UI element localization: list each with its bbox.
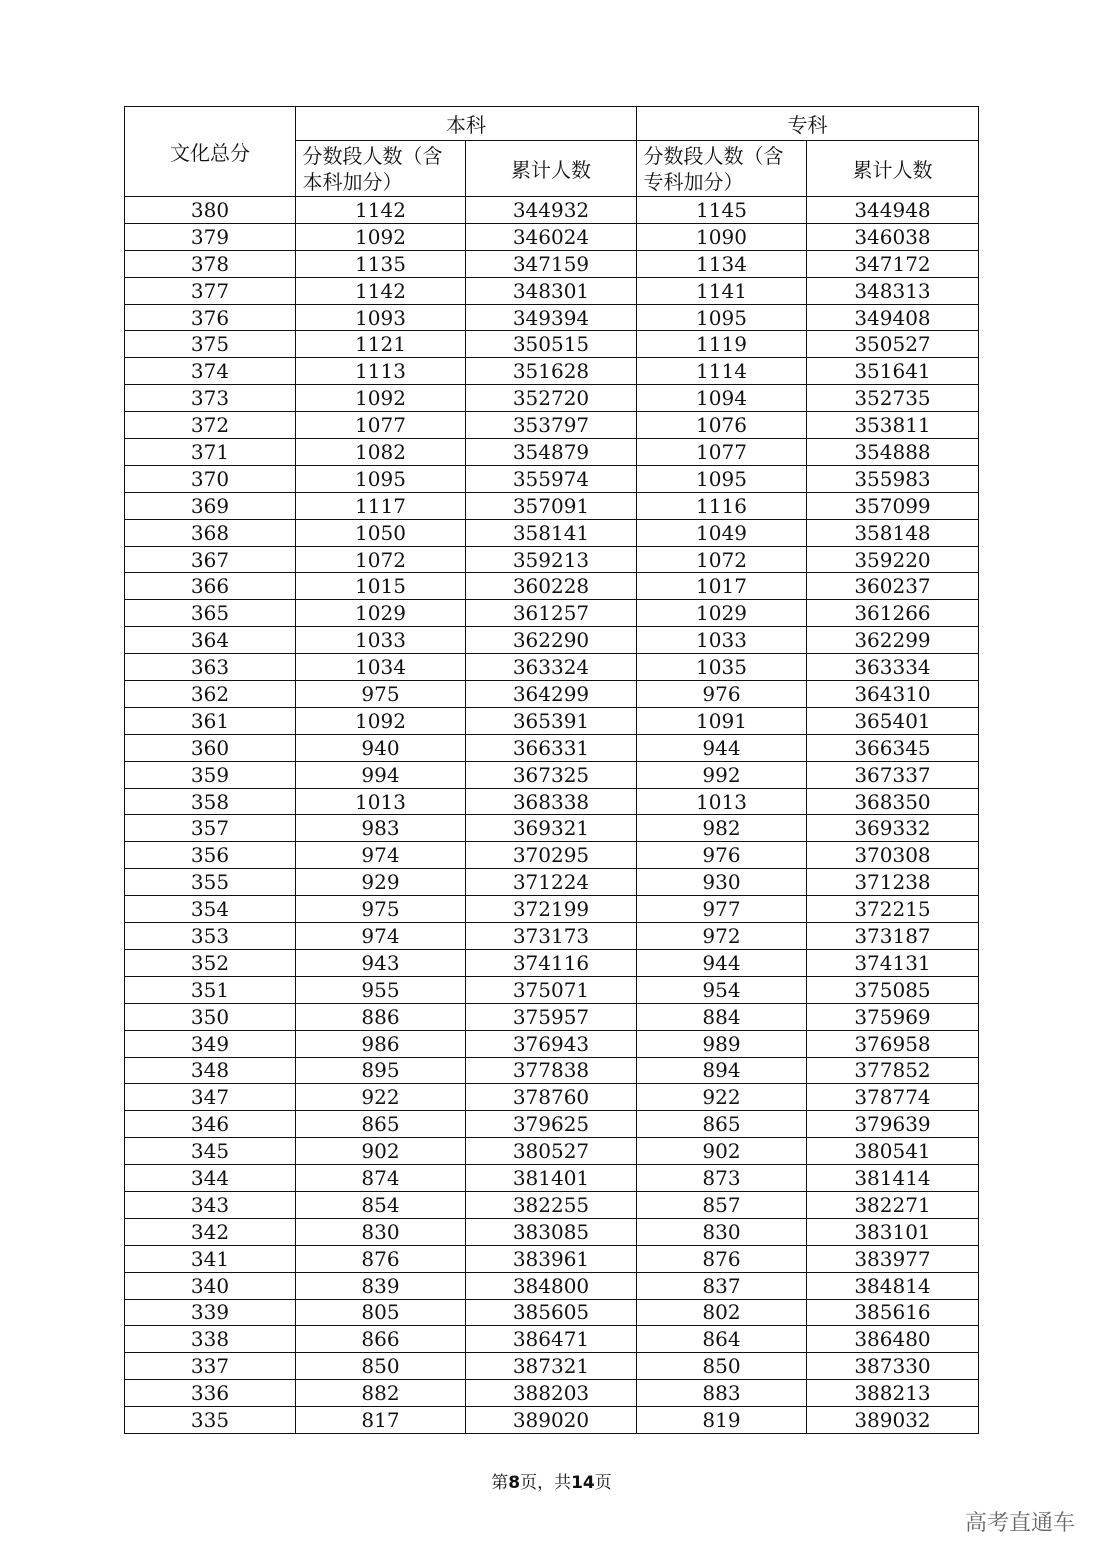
zhuanke-cumulative-cell: 359220	[807, 546, 979, 573]
header-group-zhuanke: 专科	[637, 107, 979, 141]
zhuanke-count-cell: 989	[637, 1030, 807, 1057]
benke-count-cell: 975	[296, 896, 466, 923]
score-cell: 363	[125, 654, 296, 681]
benke-cumulative-cell: 370295	[466, 842, 637, 869]
benke-cumulative-cell: 383085	[466, 1218, 637, 1245]
score-cell: 375	[125, 331, 296, 358]
table-row	[125, 627, 979, 654]
zhuanke-count-cell: 1095	[637, 465, 807, 492]
zhuanke-count-cell: 1029	[637, 600, 807, 627]
zhuanke-count-cell: 922	[637, 1084, 807, 1111]
zhuanke-count-cell: 876	[637, 1245, 807, 1272]
zhuanke-count-cell: 1090	[637, 223, 807, 250]
score-cell: 352	[125, 949, 296, 976]
score-cell: 346	[125, 1111, 296, 1138]
zhuanke-cumulative-cell: 344948	[807, 197, 979, 224]
score-cell: 335	[125, 1407, 296, 1434]
benke-cumulative-cell: 374116	[466, 949, 637, 976]
zhuanke-cumulative-cell: 373187	[807, 923, 979, 950]
table-row	[125, 1407, 979, 1434]
benke-cumulative-cell: 373173	[466, 923, 637, 950]
zhuanke-cumulative-cell: 367337	[807, 761, 979, 788]
benke-cumulative-cell: 382255	[466, 1191, 637, 1218]
benke-count-cell: 929	[296, 869, 466, 896]
zhuanke-cumulative-cell: 353811	[807, 412, 979, 439]
benke-count-cell: 876	[296, 1245, 466, 1272]
benke-count-cell: 1093	[296, 304, 466, 331]
benke-cumulative-cell: 385605	[466, 1299, 637, 1326]
score-cell: 371	[125, 439, 296, 466]
table-row	[125, 734, 979, 761]
zhuanke-cumulative-cell: 372215	[807, 896, 979, 923]
zhuanke-count-cell: 1017	[637, 573, 807, 600]
benke-count-cell: 1142	[296, 277, 466, 304]
benke-cumulative-cell: 365391	[466, 707, 637, 734]
score-cell: 339	[125, 1299, 296, 1326]
zhuanke-count-cell: 894	[637, 1057, 807, 1084]
zhuanke-cumulative-cell: 384814	[807, 1272, 979, 1299]
benke-count-cell: 850	[296, 1353, 466, 1380]
zhuanke-count-cell: 802	[637, 1299, 807, 1326]
benke-cumulative-cell: 353797	[466, 412, 637, 439]
zhuanke-count-cell: 1145	[637, 197, 807, 224]
score-cell: 336	[125, 1380, 296, 1407]
benke-count-cell: 1121	[296, 331, 466, 358]
benke-cumulative-cell: 383961	[466, 1245, 637, 1272]
score-cell: 378	[125, 250, 296, 277]
table-row	[125, 1191, 979, 1218]
benke-count-cell: 1095	[296, 465, 466, 492]
zhuanke-count-cell: 944	[637, 949, 807, 976]
score-cell: 338	[125, 1326, 296, 1353]
table-row	[125, 707, 979, 734]
zhuanke-cumulative-cell: 383977	[807, 1245, 979, 1272]
benke-count-cell: 1050	[296, 519, 466, 546]
score-cell: 368	[125, 519, 296, 546]
benke-count-cell: 1142	[296, 197, 466, 224]
score-cell: 366	[125, 573, 296, 600]
table-row	[125, 1138, 979, 1165]
benke-cumulative-cell: 358141	[466, 519, 637, 546]
table-row	[125, 1165, 979, 1192]
zhuanke-count-cell: 1076	[637, 412, 807, 439]
benke-cumulative-cell: 355974	[466, 465, 637, 492]
zhuanke-count-cell: 976	[637, 681, 807, 708]
header-group-benke: 本科	[296, 107, 637, 141]
score-cell: 356	[125, 842, 296, 869]
zhuanke-cumulative-cell: 364310	[807, 681, 979, 708]
benke-count-cell: 854	[296, 1191, 466, 1218]
zhuanke-cumulative-cell: 369332	[807, 815, 979, 842]
table-row	[125, 1326, 979, 1353]
benke-cumulative-cell: 371224	[466, 869, 637, 896]
score-cell: 362	[125, 681, 296, 708]
score-cell: 350	[125, 1003, 296, 1030]
zhuanke-count-cell: 884	[637, 1003, 807, 1030]
score-cell: 372	[125, 412, 296, 439]
benke-count-cell: 866	[296, 1326, 466, 1353]
table-row	[125, 1218, 979, 1245]
table-row	[125, 1057, 979, 1084]
zhuanke-count-cell: 1094	[637, 385, 807, 412]
zhuanke-cumulative-cell: 346038	[807, 223, 979, 250]
zhuanke-count-cell: 873	[637, 1165, 807, 1192]
zhuanke-cumulative-cell: 360237	[807, 573, 979, 600]
score-cell: 355	[125, 869, 296, 896]
benke-count-cell: 1072	[296, 546, 466, 573]
zhuanke-cumulative-cell: 375085	[807, 976, 979, 1003]
zhuanke-count-cell: 1141	[637, 277, 807, 304]
score-cell: 361	[125, 707, 296, 734]
benke-count-cell: 1029	[296, 600, 466, 627]
zhuanke-cumulative-cell: 374131	[807, 949, 979, 976]
score-cell: 344	[125, 1165, 296, 1192]
benke-count-cell: 886	[296, 1003, 466, 1030]
zhuanke-cumulative-cell: 347172	[807, 250, 979, 277]
zhuanke-count-cell: 902	[637, 1138, 807, 1165]
table-row	[125, 304, 979, 331]
zhuanke-cumulative-cell: 352735	[807, 385, 979, 412]
benke-count-cell: 1113	[296, 358, 466, 385]
zhuanke-cumulative-cell: 354888	[807, 439, 979, 466]
benke-count-cell: 922	[296, 1084, 466, 1111]
zhuanke-count-cell: 819	[637, 1407, 807, 1434]
table-row	[125, 949, 979, 976]
benke-count-cell: 865	[296, 1111, 466, 1138]
zhuanke-cumulative-cell: 358148	[807, 519, 979, 546]
benke-cumulative-cell: 368338	[466, 788, 637, 815]
score-cell: 341	[125, 1245, 296, 1272]
zhuanke-count-cell: 1049	[637, 519, 807, 546]
table-row	[125, 842, 979, 869]
zhuanke-cumulative-cell: 379639	[807, 1111, 979, 1138]
table-row	[125, 358, 979, 385]
zhuanke-count-cell: 1091	[637, 707, 807, 734]
zhuanke-cumulative-cell: 348313	[807, 277, 979, 304]
benke-cumulative-cell: 384800	[466, 1272, 637, 1299]
zhuanke-count-cell: 837	[637, 1272, 807, 1299]
table-row	[125, 439, 979, 466]
table-row	[125, 1245, 979, 1272]
score-cell: 377	[125, 277, 296, 304]
score-cell: 359	[125, 761, 296, 788]
score-cell: 380	[125, 197, 296, 224]
zhuanke-cumulative-cell: 375969	[807, 1003, 979, 1030]
benke-cumulative-cell: 361257	[466, 600, 637, 627]
table-row	[125, 869, 979, 896]
score-cell: 373	[125, 385, 296, 412]
zhuanke-count-cell: 1077	[637, 439, 807, 466]
benke-count-cell: 955	[296, 976, 466, 1003]
benke-cumulative-cell: 352720	[466, 385, 637, 412]
zhuanke-cumulative-cell: 368350	[807, 788, 979, 815]
table-row	[125, 923, 979, 950]
score-cell: 337	[125, 1353, 296, 1380]
zhuanke-cumulative-cell: 351641	[807, 358, 979, 385]
zhuanke-count-cell: 865	[637, 1111, 807, 1138]
table-row	[125, 573, 979, 600]
table-row	[125, 223, 979, 250]
table-body	[125, 197, 979, 1434]
table-row	[125, 546, 979, 573]
benke-cumulative-cell: 344932	[466, 197, 637, 224]
zhuanke-count-cell: 883	[637, 1380, 807, 1407]
table-row	[125, 1353, 979, 1380]
benke-count-cell: 805	[296, 1299, 466, 1326]
table-row	[125, 1272, 979, 1299]
benke-count-cell: 974	[296, 923, 466, 950]
benke-cumulative-cell: 375957	[466, 1003, 637, 1030]
zhuanke-cumulative-cell: 350527	[807, 331, 979, 358]
benke-cumulative-cell: 387321	[466, 1353, 637, 1380]
zhuanke-cumulative-cell: 357099	[807, 492, 979, 519]
page-number: 8	[508, 1473, 521, 1493]
zhuanke-count-cell: 1095	[637, 304, 807, 331]
benke-cumulative-cell: 381401	[466, 1165, 637, 1192]
zhuanke-cumulative-cell: 382271	[807, 1191, 979, 1218]
benke-count-cell: 975	[296, 681, 466, 708]
table-row	[125, 331, 979, 358]
benke-cumulative-cell: 376943	[466, 1030, 637, 1057]
benke-cumulative-cell: 363324	[466, 654, 637, 681]
score-cell: 345	[125, 1138, 296, 1165]
zhuanke-cumulative-cell: 377852	[807, 1057, 979, 1084]
zhuanke-count-cell: 944	[637, 734, 807, 761]
total-pages: 14	[571, 1473, 595, 1493]
benke-cumulative-cell: 369321	[466, 815, 637, 842]
zhuanke-count-cell: 850	[637, 1353, 807, 1380]
zhuanke-count-cell: 972	[637, 923, 807, 950]
table-row	[125, 761, 979, 788]
zhuanke-cumulative-cell: 355983	[807, 465, 979, 492]
zhuanke-cumulative-cell: 371238	[807, 869, 979, 896]
zhuanke-count-cell: 1116	[637, 492, 807, 519]
table-row	[125, 1299, 979, 1326]
zhuanke-count-cell: 982	[637, 815, 807, 842]
score-cell: 374	[125, 358, 296, 385]
score-cell: 369	[125, 492, 296, 519]
header-benke-count: 分数段人数（含本科加分）	[296, 141, 466, 197]
zhuanke-cumulative-cell: 366345	[807, 734, 979, 761]
zhuanke-count-cell: 857	[637, 1191, 807, 1218]
benke-cumulative-cell: 367325	[466, 761, 637, 788]
score-cell: 358	[125, 788, 296, 815]
benke-count-cell: 895	[296, 1057, 466, 1084]
header-zhuanke-cumulative: 累计人数	[807, 141, 979, 197]
zhuanke-count-cell: 954	[637, 976, 807, 1003]
zhuanke-count-cell: 976	[637, 842, 807, 869]
zhuanke-cumulative-cell: 389032	[807, 1407, 979, 1434]
benke-count-cell: 986	[296, 1030, 466, 1057]
benke-cumulative-cell: 348301	[466, 277, 637, 304]
zhuanke-count-cell: 930	[637, 869, 807, 896]
benke-cumulative-cell: 372199	[466, 896, 637, 923]
benke-count-cell: 940	[296, 734, 466, 761]
benke-count-cell: 874	[296, 1165, 466, 1192]
benke-cumulative-cell: 360228	[466, 573, 637, 600]
benke-count-cell: 1135	[296, 250, 466, 277]
benke-cumulative-cell: 351628	[466, 358, 637, 385]
benke-count-cell: 994	[296, 761, 466, 788]
benke-cumulative-cell: 378760	[466, 1084, 637, 1111]
benke-cumulative-cell: 359213	[466, 546, 637, 573]
score-cell: 370	[125, 465, 296, 492]
zhuanke-cumulative-cell: 385616	[807, 1299, 979, 1326]
benke-count-cell: 1013	[296, 788, 466, 815]
score-cell: 357	[125, 815, 296, 842]
score-cell: 348	[125, 1057, 296, 1084]
benke-count-cell: 1082	[296, 439, 466, 466]
benke-count-cell: 1092	[296, 707, 466, 734]
zhuanke-cumulative-cell: 388213	[807, 1380, 979, 1407]
score-cell: 365	[125, 600, 296, 627]
score-cell: 376	[125, 304, 296, 331]
zhuanke-cumulative-cell: 349408	[807, 304, 979, 331]
score-cell: 360	[125, 734, 296, 761]
score-cell: 343	[125, 1191, 296, 1218]
benke-count-cell: 1117	[296, 492, 466, 519]
score-cell: 340	[125, 1272, 296, 1299]
benke-cumulative-cell: 346024	[466, 223, 637, 250]
benke-cumulative-cell: 375071	[466, 976, 637, 1003]
zhuanke-count-cell: 1134	[637, 250, 807, 277]
benke-count-cell: 1034	[296, 654, 466, 681]
benke-cumulative-cell: 379625	[466, 1111, 637, 1138]
table-row	[125, 815, 979, 842]
table-row	[125, 492, 979, 519]
zhuanke-count-cell: 992	[637, 761, 807, 788]
benke-cumulative-cell: 380527	[466, 1138, 637, 1165]
zhuanke-cumulative-cell: 378774	[807, 1084, 979, 1111]
benke-count-cell: 1033	[296, 627, 466, 654]
zhuanke-count-cell: 1035	[637, 654, 807, 681]
benke-cumulative-cell: 389020	[466, 1407, 637, 1434]
benke-cumulative-cell: 377838	[466, 1057, 637, 1084]
zhuanke-count-cell: 1119	[637, 331, 807, 358]
score-cell: 347	[125, 1084, 296, 1111]
table-row	[125, 277, 979, 304]
zhuanke-count-cell: 1072	[637, 546, 807, 573]
benke-cumulative-cell: 366331	[466, 734, 637, 761]
table-row	[125, 250, 979, 277]
table-row	[125, 654, 979, 681]
header-zhuanke-count: 分数段人数（含专科加分）	[637, 141, 807, 197]
zhuanke-cumulative-cell: 365401	[807, 707, 979, 734]
zhuanke-cumulative-cell: 363334	[807, 654, 979, 681]
table-row	[125, 1084, 979, 1111]
score-cell: 351	[125, 976, 296, 1003]
benke-cumulative-cell: 362290	[466, 627, 637, 654]
zhuanke-cumulative-cell: 383101	[807, 1218, 979, 1245]
benke-cumulative-cell: 350515	[466, 331, 637, 358]
table-row	[125, 197, 979, 224]
benke-count-cell: 830	[296, 1218, 466, 1245]
benke-cumulative-cell: 357091	[466, 492, 637, 519]
header-benke-cumulative: 累计人数	[466, 141, 637, 197]
zhuanke-cumulative-cell: 380541	[807, 1138, 979, 1165]
page-footer: 第8页，共14页	[491, 1473, 612, 1493]
zhuanke-cumulative-cell: 361266	[807, 600, 979, 627]
score-cell: 353	[125, 923, 296, 950]
header-score: 文化总分	[125, 107, 296, 197]
score-cell: 367	[125, 546, 296, 573]
zhuanke-count-cell: 830	[637, 1218, 807, 1245]
benke-count-cell: 974	[296, 842, 466, 869]
table-row	[125, 681, 979, 708]
table-row	[125, 976, 979, 1003]
benke-count-cell: 839	[296, 1272, 466, 1299]
zhuanke-cumulative-cell: 387330	[807, 1353, 979, 1380]
table-row	[125, 600, 979, 627]
benke-count-cell: 882	[296, 1380, 466, 1407]
zhuanke-count-cell: 977	[637, 896, 807, 923]
benke-count-cell: 943	[296, 949, 466, 976]
zhuanke-cumulative-cell: 386480	[807, 1326, 979, 1353]
table-row	[125, 465, 979, 492]
score-cell: 349	[125, 1030, 296, 1057]
benke-count-cell: 902	[296, 1138, 466, 1165]
table-row	[125, 788, 979, 815]
benke-cumulative-cell: 347159	[466, 250, 637, 277]
table-row	[125, 896, 979, 923]
score-cell: 342	[125, 1218, 296, 1245]
benke-count-cell: 817	[296, 1407, 466, 1434]
benke-cumulative-cell: 386471	[466, 1326, 637, 1353]
table-row	[125, 1030, 979, 1057]
zhuanke-cumulative-cell: 362299	[807, 627, 979, 654]
table-row	[125, 385, 979, 412]
benke-cumulative-cell: 354879	[466, 439, 637, 466]
benke-count-cell: 1015	[296, 573, 466, 600]
score-cell: 364	[125, 627, 296, 654]
table-row	[125, 1380, 979, 1407]
watermark: 高考直通车	[964, 1511, 1075, 1536]
zhuanke-count-cell: 1013	[637, 788, 807, 815]
zhuanke-cumulative-cell: 376958	[807, 1030, 979, 1057]
zhuanke-count-cell: 1033	[637, 627, 807, 654]
benke-cumulative-cell: 349394	[466, 304, 637, 331]
benke-cumulative-cell: 388203	[466, 1380, 637, 1407]
table-row	[125, 412, 979, 439]
zhuanke-cumulative-cell: 381414	[807, 1165, 979, 1192]
table-row	[125, 1003, 979, 1030]
table-row	[125, 1111, 979, 1138]
score-cell: 379	[125, 223, 296, 250]
benke-count-cell: 1092	[296, 223, 466, 250]
benke-count-cell: 1092	[296, 385, 466, 412]
table-row	[125, 519, 979, 546]
benke-cumulative-cell: 364299	[466, 681, 637, 708]
score-distribution-table	[124, 106, 979, 1434]
zhuanke-cumulative-cell: 370308	[807, 842, 979, 869]
benke-count-cell: 983	[296, 815, 466, 842]
zhuanke-count-cell: 864	[637, 1326, 807, 1353]
score-cell: 354	[125, 896, 296, 923]
zhuanke-count-cell: 1114	[637, 358, 807, 385]
benke-count-cell: 1077	[296, 412, 466, 439]
